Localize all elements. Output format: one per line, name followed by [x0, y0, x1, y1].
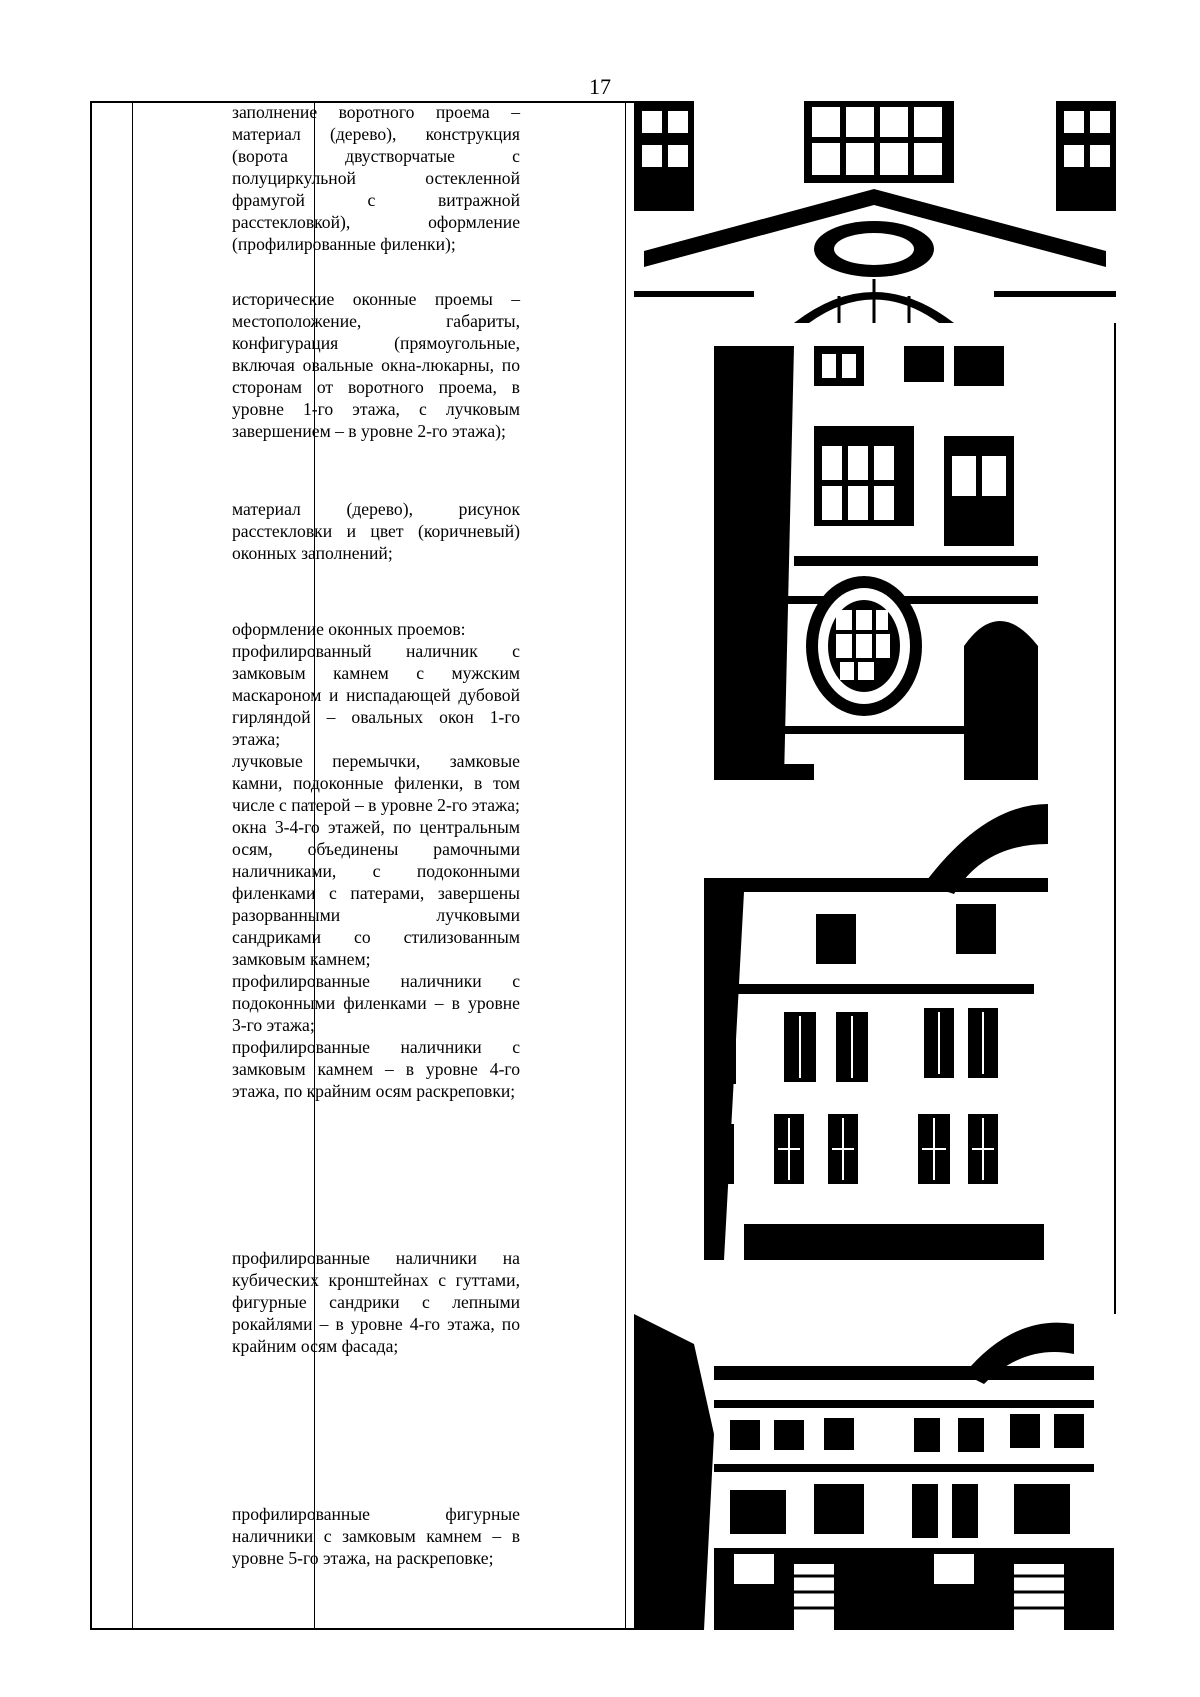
photo-gate-pediment-drawing [634, 101, 1116, 323]
paragraph-third-floor: профилированные наличники с подоконными филенками – в уровне 3-го этажа; [232, 971, 520, 1035]
page-number: 17 [589, 74, 611, 99]
column-divider-1 [132, 103, 133, 1628]
column-divider-3 [625, 103, 626, 1628]
photo-gate-pediment [634, 101, 1116, 323]
paragraph-fourth-floor: профилированные наличники с замковым камнем – в уровне 4-го этажа, по крайним осям раскреповки; [232, 1037, 520, 1101]
paragraph-fifth-floor: профилированные фигурные наличники с замковым камнем – в уровне 5-го этажа, на раскреповке; [232, 1504, 520, 1568]
paragraph-oval-window-frame: профилированный наличник с замковым камнем с мужским маскароном и ниспадающей дубовой гирляндой – овальных окон 1-го этажа; [232, 641, 520, 749]
photo-oval-window-drawing [714, 346, 1038, 780]
paragraph-window-decor-heading: оформление оконных проемов: [232, 619, 466, 639]
paragraph-window-openings: исторические оконные проемы – местоположение, габариты, конфигурация (прямоугольные, включая овальные окна-люкарны, по сторонам от воротного проема, в уровне 1-го этажа, с лучковым завершением – в уровне 2-го этажа); [232, 289, 520, 441]
photo-facade-general-drawing [634, 1314, 1116, 1630]
paragraph-window-material: материал (дерево), рисунок расстекловки и цвет (коричневый) оконных заполнений; [232, 499, 520, 563]
text-block-5 [232, 1247, 520, 1357]
text-block-4 [232, 618, 520, 1102]
text-block-2 [232, 288, 520, 442]
paragraph-gate-filling: заполнение воротного проема – материал (дерево), конструкция (ворота двустворчатые с полуциркульной остекленной фрамугой с витражной расстекловкой), оформление (профилированные филенки); [232, 102, 520, 254]
paragraph-third-fourth-floor: окна 3-4-го этажей, по центральным осям, объединены рамочными наличниками, с подоконными филенками с патерами, завершены разорванными лучковыми сандриками со стилизованным замковым камнем; [232, 817, 520, 969]
paragraph-second-floor: лучковые перемычки, замковые камни, подоконные филенки, в том числе с патерой – в уровне 2-го этажа; [232, 751, 520, 815]
photo-upper-floors [704, 804, 1048, 1260]
photo-oval-window [714, 346, 1038, 780]
photo-upper-floors-drawing [704, 804, 1048, 1260]
paragraph-fourth-floor-outer: профилированные наличники на кубических кронштейнах с гуттами, фигурные сандрики с лепными рокайлями – в уровне 4-го этажа, по крайним осям фасада; [232, 1248, 520, 1356]
photo-facade-general [634, 1314, 1116, 1630]
protected-items-text [232, 101, 520, 255]
text-block-3 [232, 498, 520, 564]
text-block-6 [232, 1503, 520, 1569]
